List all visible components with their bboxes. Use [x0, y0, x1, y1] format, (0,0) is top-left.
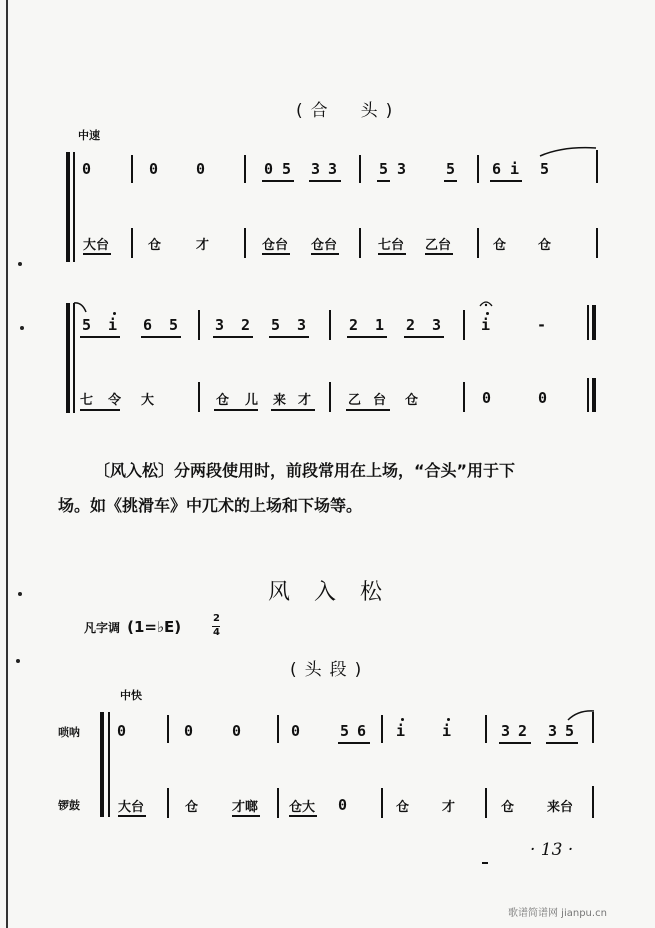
barline	[244, 155, 246, 183]
underline	[232, 815, 260, 817]
tie-slur	[538, 144, 598, 158]
underline	[213, 336, 253, 338]
underline	[118, 815, 146, 817]
underline	[309, 180, 341, 182]
underline	[490, 180, 522, 182]
note: 1	[375, 316, 385, 334]
barline	[277, 715, 279, 743]
barline	[381, 715, 383, 743]
barline	[329, 382, 331, 412]
barline	[477, 228, 479, 258]
note: 5	[282, 160, 292, 178]
perc-syllable: 仓	[501, 800, 515, 815]
note: 0	[538, 389, 548, 407]
underline	[80, 409, 120, 411]
page-number: · 13 ·	[530, 840, 574, 860]
perc-syllable: 仓	[405, 393, 419, 408]
watermark: 歌谱简谱网 jianpu.cn	[508, 908, 607, 919]
perc-syllable: 大	[141, 393, 155, 408]
scan-mark	[18, 262, 22, 266]
underline	[80, 336, 120, 338]
note: 5	[446, 160, 456, 178]
underline	[338, 742, 370, 744]
barline	[198, 382, 200, 412]
octave-dot	[113, 312, 116, 315]
barline	[131, 155, 133, 183]
note: 0	[338, 796, 348, 814]
note: 3	[501, 722, 511, 740]
barline	[198, 310, 200, 340]
note: 3	[215, 316, 225, 334]
barline	[167, 788, 169, 818]
note: 0	[184, 722, 194, 740]
system-brace	[73, 303, 75, 413]
note: 5	[82, 316, 92, 334]
barline	[359, 228, 361, 258]
tie-slur	[72, 300, 88, 314]
note: 2	[241, 316, 251, 334]
barline	[592, 712, 594, 743]
piece-title: 风入松	[268, 580, 407, 605]
perc-syllable: 乙	[348, 393, 362, 408]
section-title-hetou: (合 头)	[296, 101, 401, 121]
system-brace	[108, 712, 110, 817]
barline	[463, 382, 465, 412]
note: 3	[311, 160, 321, 178]
key-value: (1=♭E)	[127, 618, 182, 636]
note: i	[510, 160, 520, 178]
barline	[131, 228, 133, 258]
perc-syllable: 仓	[493, 238, 507, 253]
octave-dot	[401, 718, 404, 721]
underline	[346, 409, 390, 411]
note: 6	[492, 160, 502, 178]
underline	[499, 742, 531, 744]
barline	[381, 788, 383, 818]
time-sig-top: 2	[213, 613, 220, 624]
barline	[359, 155, 361, 183]
key-signature	[84, 617, 181, 636]
underline	[262, 180, 294, 182]
system-brace	[73, 152, 75, 262]
perc-syllable: 才	[442, 800, 456, 815]
perc-syllable: 乙台	[425, 238, 452, 253]
note: 3	[397, 160, 407, 178]
perc-syllable: 仓台	[262, 238, 289, 253]
note: 0	[82, 160, 92, 178]
perc-syllable: 仓	[148, 238, 162, 253]
barline	[485, 788, 487, 818]
underline	[311, 253, 339, 255]
barline	[277, 788, 279, 818]
barline	[244, 228, 246, 258]
note: 0	[291, 722, 301, 740]
fermata-icon	[478, 298, 494, 308]
perc-syllable: 仓	[216, 393, 230, 408]
perc-syllable: 才啷	[232, 800, 259, 815]
underline	[404, 336, 444, 338]
perc-syllable: 仓	[185, 800, 199, 815]
perc-syllable: 令	[108, 393, 122, 408]
note: 5	[169, 316, 179, 334]
barline	[463, 310, 465, 340]
note: 2	[518, 722, 528, 740]
underline	[262, 253, 290, 255]
note: 3	[432, 316, 442, 334]
barline	[592, 786, 594, 818]
note: 0	[117, 722, 127, 740]
underline	[378, 253, 406, 255]
note: 3	[297, 316, 307, 334]
page-binding-edge	[6, 0, 8, 928]
underline	[377, 180, 390, 182]
note: 0	[196, 160, 206, 178]
system-brace	[66, 303, 70, 413]
body-text-line-1: 〔风入松〕分两段使用时，前段常用在上场，“合头”用于下	[94, 461, 516, 480]
perc-syllable: 仓	[538, 238, 552, 253]
note: i	[108, 316, 118, 334]
perc-syllable: 七	[80, 393, 94, 408]
perc-syllable: 仓大	[289, 800, 316, 815]
perc-syllable: 才	[298, 393, 312, 408]
note: i	[481, 316, 491, 334]
note: i	[396, 722, 406, 740]
scan-mark	[16, 659, 20, 663]
underline	[271, 409, 315, 411]
perc-syllable: 台	[373, 393, 387, 408]
time-sig-bottom: 4	[213, 627, 220, 638]
note: 5	[271, 316, 281, 334]
perc-syllable: 大台	[118, 800, 145, 815]
note: 3	[548, 722, 558, 740]
barline	[485, 715, 487, 743]
note: 3	[328, 160, 338, 178]
note: 0	[149, 160, 159, 178]
underline	[546, 742, 578, 744]
note: 6	[357, 722, 367, 740]
final-barline	[592, 305, 596, 340]
section-subtitle: (头段)	[290, 660, 370, 680]
key-prefix: 凡字调	[84, 621, 121, 635]
perc-syllable: 才	[196, 238, 210, 253]
perc-syllable: 大台	[83, 238, 110, 253]
underline	[444, 180, 457, 182]
underline	[83, 253, 111, 255]
barline	[587, 305, 589, 340]
octave-dot	[447, 718, 450, 721]
system-brace	[100, 712, 104, 817]
dash: -	[537, 316, 547, 334]
perc-syllable: 儿	[245, 393, 259, 408]
note: 2	[349, 316, 359, 334]
scan-mark	[20, 326, 24, 330]
tempo-marking: 中快	[120, 689, 142, 702]
final-barline	[592, 378, 596, 412]
underline	[289, 815, 317, 817]
perc-syllable: 七台	[378, 238, 405, 253]
note: 5	[379, 160, 389, 178]
note: 5	[565, 722, 575, 740]
barline	[596, 228, 598, 258]
perc-syllable: 仓	[396, 800, 410, 815]
body-text-line-2: 场。如《挑滑车》中兀术的上场和下场等。	[58, 496, 363, 515]
underline	[269, 336, 309, 338]
note: 5	[540, 160, 550, 178]
perc-syllable: 来台	[547, 800, 574, 815]
tempo-marking: 中速	[78, 129, 100, 142]
barline	[596, 150, 598, 183]
barline	[329, 310, 331, 340]
note: 0	[232, 722, 242, 740]
note: 0	[264, 160, 274, 178]
instrument-label-suona: 唢呐	[58, 726, 80, 739]
instrument-label-percussion: 锣鼓	[58, 799, 80, 812]
system-brace	[66, 152, 70, 262]
note: 5	[340, 722, 350, 740]
scan-mark	[18, 592, 22, 596]
perc-syllable: 仓台	[311, 238, 338, 253]
barline	[167, 715, 169, 743]
underline	[141, 336, 181, 338]
note: i	[442, 722, 452, 740]
barline	[477, 155, 479, 183]
barline	[587, 378, 589, 412]
note: 2	[406, 316, 416, 334]
note: 0	[482, 389, 492, 407]
octave-dot	[486, 312, 489, 315]
underline	[425, 253, 453, 255]
underline	[347, 336, 387, 338]
scan-mark	[482, 862, 488, 864]
note: 6	[143, 316, 153, 334]
perc-syllable: 来	[273, 393, 287, 408]
underline	[214, 409, 258, 411]
